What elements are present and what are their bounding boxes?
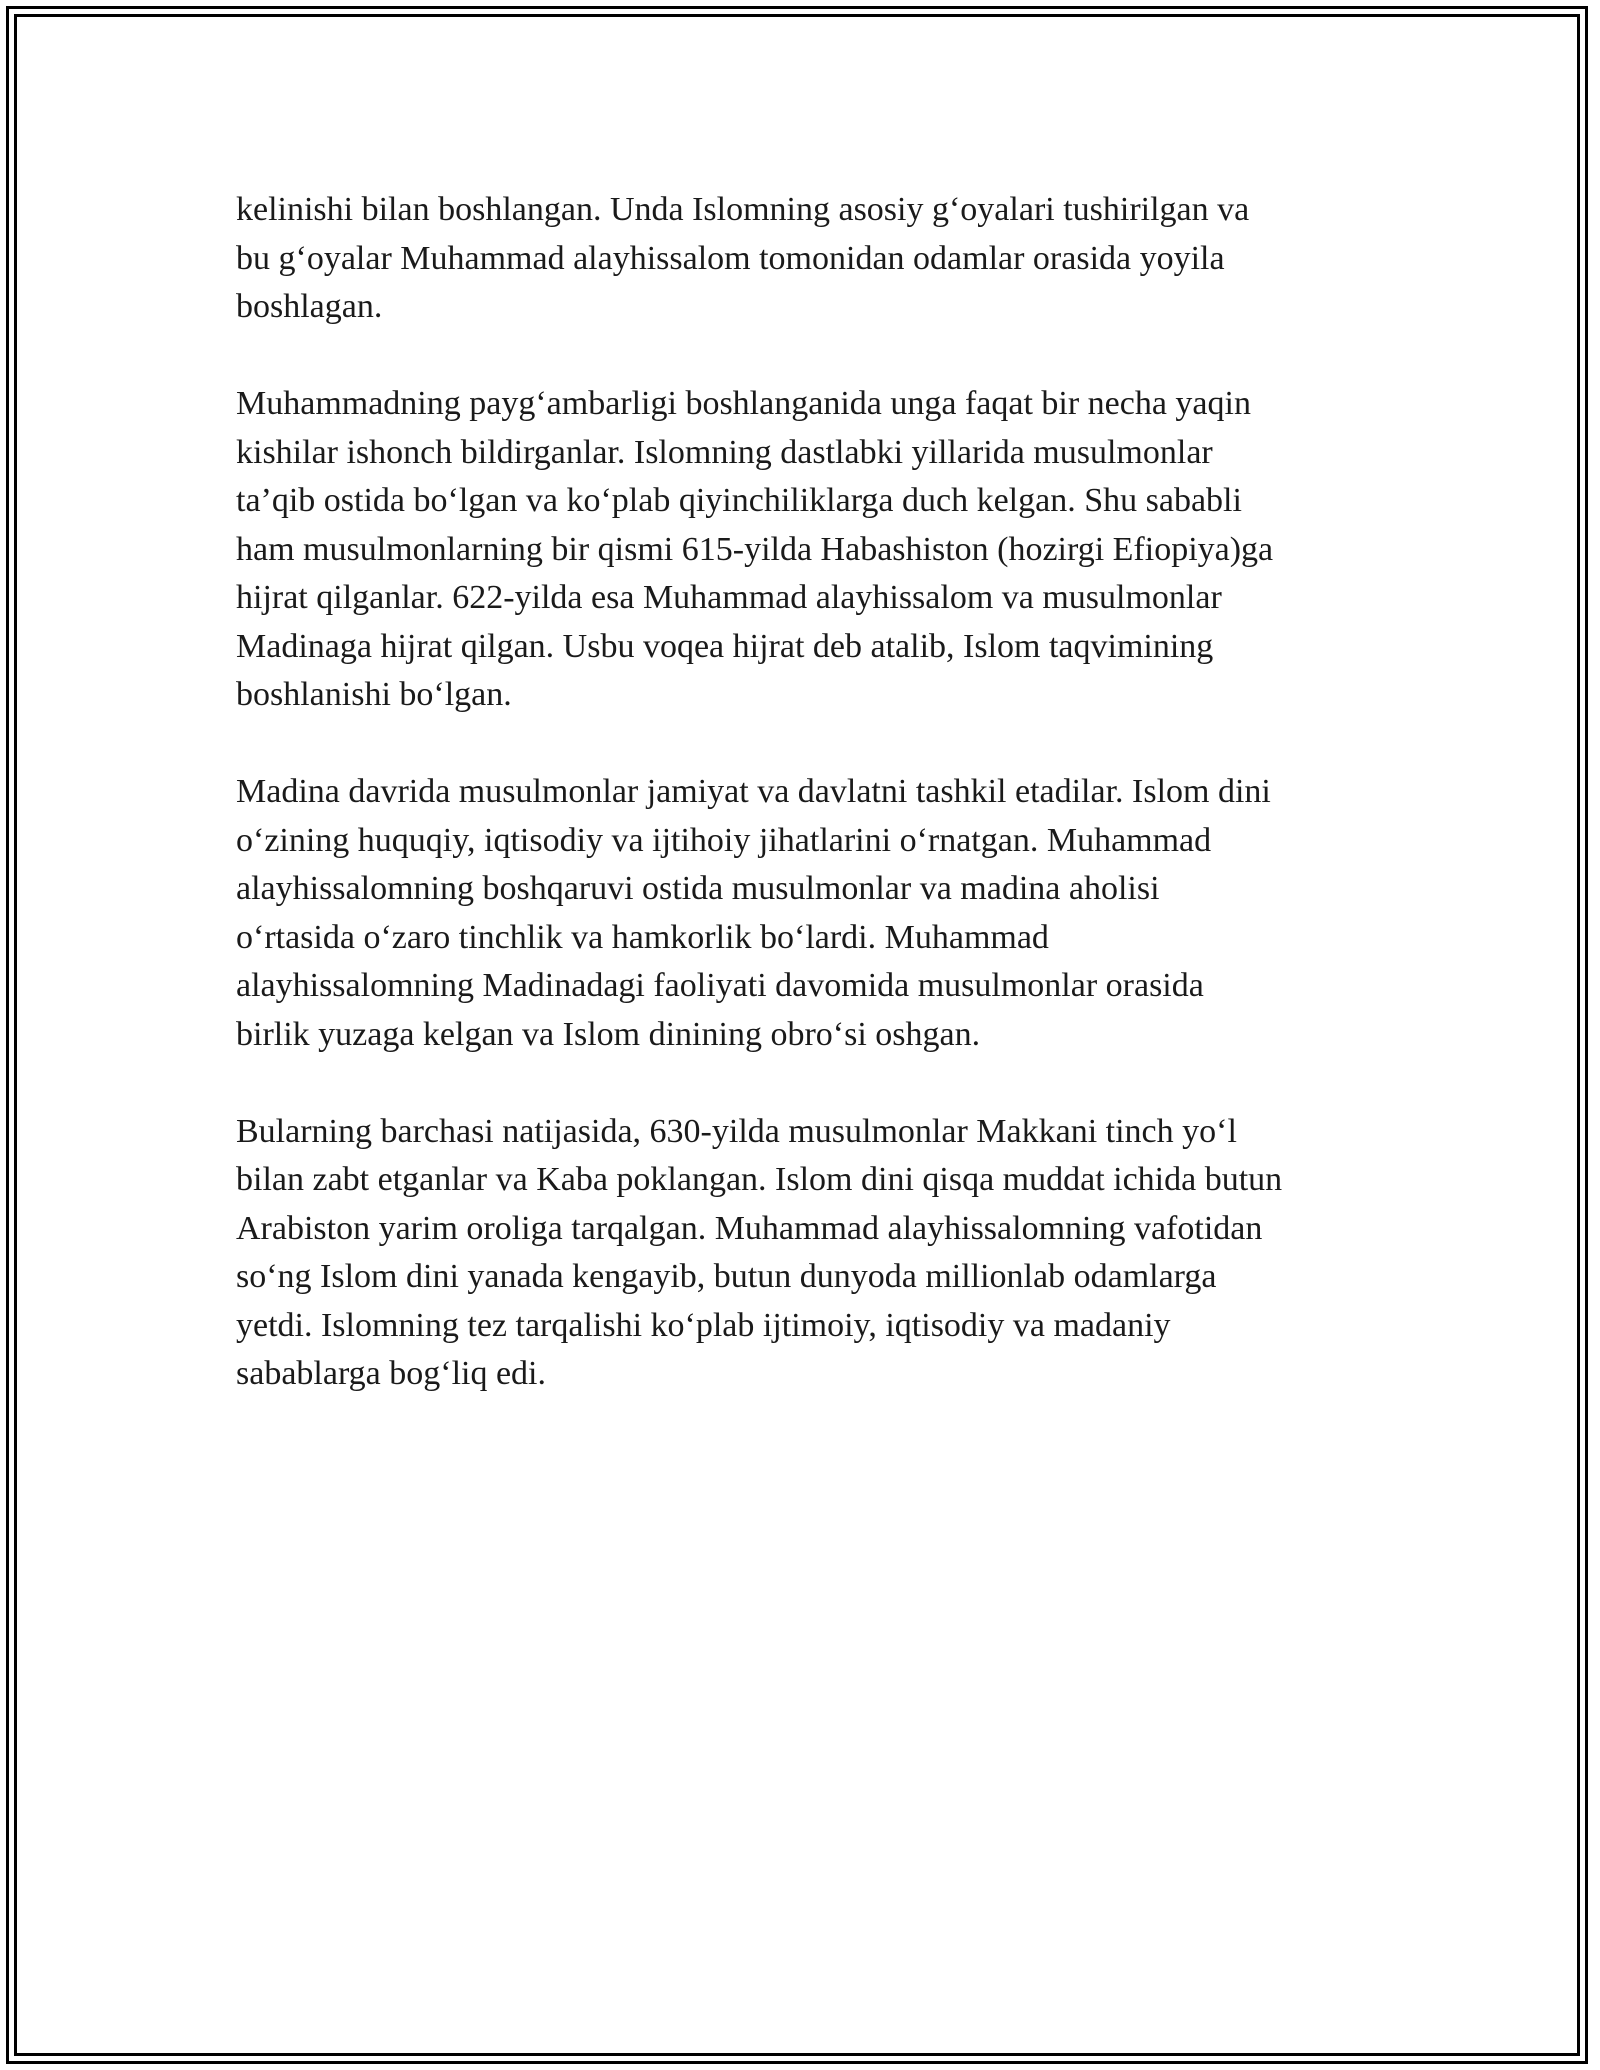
text-line: kelinishi bilan boshlangan. Unda Islomning asosiy g‘oyalari tushirilgan va xyxy=(236,191,1250,228)
text-line: boshlanishi bo‘lgan. xyxy=(236,676,512,713)
text-line: alayhissalomning boshqaruvi ostida musulmonlar va madina aholisi xyxy=(236,870,1160,907)
text-line: ta’qib ostida bo‘lgan va ko‘plab qiyinchiliklarga duch kelgan. Shu sababli xyxy=(236,482,1242,519)
text-line: o‘rtasida o‘zaro tinchlik va hamkorlik bo‘lardi. Muhammad xyxy=(236,918,1049,956)
paragraph-4 xyxy=(236,1108,1386,1399)
document-body xyxy=(236,186,1386,1447)
text-line: Muhammadning payg‘ambarligi boshlanganida unga faqat bir necha yaqin xyxy=(236,385,1251,422)
text-line: Madina davrida musulmonlar jamiyat va davlatni tashkil etadilar. Islom dini xyxy=(236,773,1271,810)
paragraph-2 xyxy=(236,380,1386,720)
text-line: o‘zining huquqiy, iqtisodiy va ijtihoiy jihatlarini o‘rnatgan. Muhammad xyxy=(236,821,1212,859)
text-line: ham musulmonlarning bir qismi 615-yilda Habashiston (hozirgi Efiopiya)ga xyxy=(236,530,1274,568)
paragraph-3 xyxy=(236,768,1386,1059)
text-line: birlik yuzaga kelgan va Islom dinining obro‘si oshgan. xyxy=(236,1015,981,1053)
text-line: Bularning barchasi natijasida, 630-yilda musulmonlar Makkani tinch yo‘l xyxy=(236,1112,1237,1150)
text-line: kishilar ishonch bildirganlar. Islomning dastlabki yillarida musulmonlar xyxy=(236,433,1213,471)
text-line: sabablarga bog‘liq edi. xyxy=(236,1355,547,1392)
text-line: bilan zabt etganlar va Kaba poklangan. Islom dini qisqa muddat ichida butun xyxy=(236,1161,1283,1198)
text-line: alayhissalomning Madinadagi faoliyati davomida musulmonlar orasida xyxy=(236,967,1204,1004)
text-line: bu g‘oyalar Muhammad alayhissalom tomonidan odamlar orasida yoyila xyxy=(236,239,1225,277)
text-line: Madinaga hijrat qilgan. Usbu voqea hijrat deb atalib, Islom taqvimining xyxy=(236,627,1214,665)
text-line: so‘ng Islom dini yanada kengayib, butun dunyoda millionlab odamlarga xyxy=(236,1258,1217,1295)
paragraph-1 xyxy=(236,186,1386,332)
text-line: Arabiston yarim oroliga tarqalgan. Muhammad alayhissalomning vafotidan xyxy=(236,1209,1263,1247)
text-line: boshlagan. xyxy=(236,288,383,325)
text-line: yetdi. Islomning tez tarqalishi ko‘plab ijtimoiy, iqtisodiy va madaniy xyxy=(236,1306,1171,1344)
text-line: hijrat qilganlar. 622-yilda esa Muhammad alayhissalom va musulmonlar xyxy=(236,579,1222,616)
